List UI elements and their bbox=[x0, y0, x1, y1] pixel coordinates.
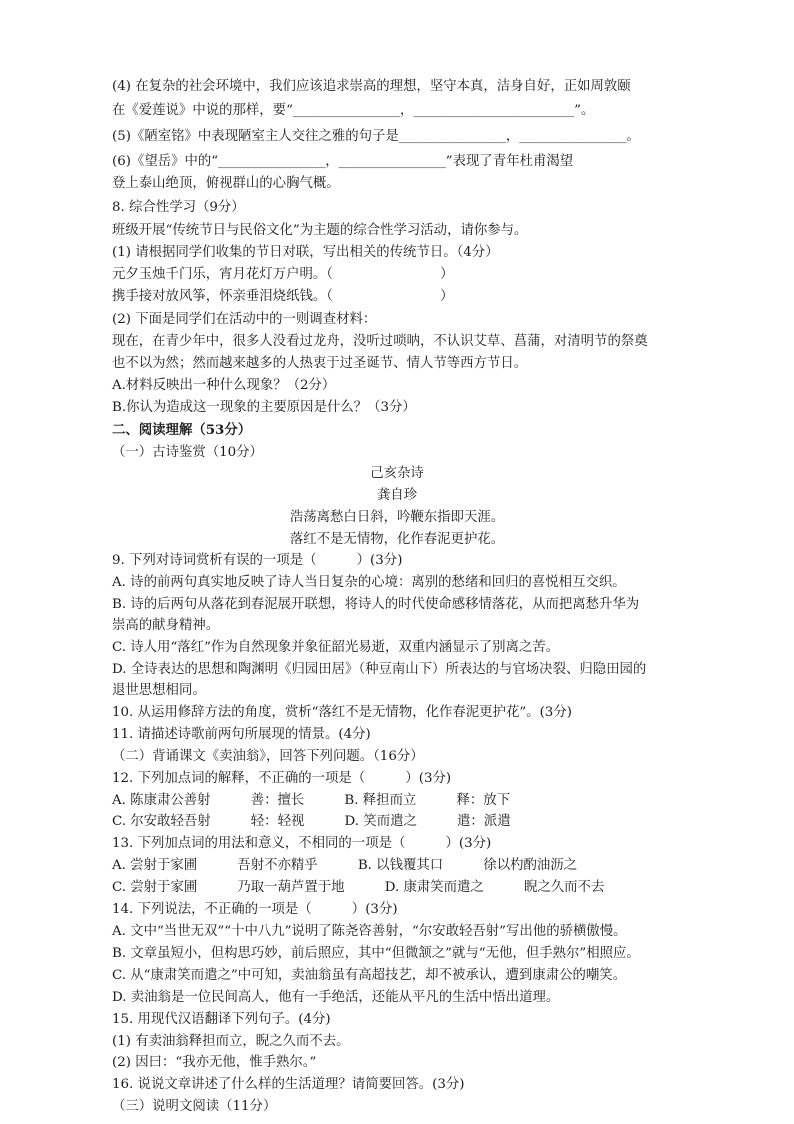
text-line: 元夕玉烛千门乐，宵月花灯万户明。（ ） bbox=[112, 267, 454, 282]
text-line: 班级开展“传统节日与民俗文化”为主题的综合性学习活动，请你参与。 bbox=[112, 223, 528, 238]
question: 13. 下列加点词的用法和意义，不相同的一项是（ ）(3分) bbox=[112, 836, 492, 851]
question: 14. 下列说法，不正确的一项是（ ）(3分) bbox=[112, 902, 398, 917]
text-line: (2) 因曰：“我亦无他，惟手熟尔。” bbox=[112, 1055, 317, 1070]
text-line: 崇高的献身精神。 bbox=[112, 618, 220, 633]
option: C. 诗人用“落红”作为自然现象并象征韶光易逝，双重内涵显示了别离之苦。 bbox=[112, 640, 560, 655]
section-heading: 8. 综合性学习（9分） bbox=[112, 200, 245, 215]
question: 10. 从运用修辞方法的角度，赏析“落红不是无情物，化作春泥更护花”。(3分) bbox=[112, 705, 572, 720]
option: C. 从“康肃笑而遣之”中可知，卖油翁虽有高超技艺，却不被承认，遭到康肃公的嘲笑。 bbox=[112, 968, 627, 983]
option: C. 尔安敢轻吾射 轻：轻视 D. 笑而遣之 遣：派遣 bbox=[112, 814, 511, 829]
text-line: 登上泰山绝顶，俯视群山的心胸气概。 bbox=[112, 176, 340, 191]
text-line: 携手接对放风筝，怀亲垂泪烧纸钱。（ ） bbox=[112, 289, 454, 304]
subsection-heading: （二）背诵课文《卖油翁》，回答下列问题。（16分） bbox=[112, 749, 424, 764]
text-line: (5)《陋室铭》中表现陋室主人交往之雅的句子是________________，________________。 bbox=[112, 129, 640, 144]
text-line: (6)《望岳》中的“________________，________________”表现了青年杜甫渴望 bbox=[112, 154, 574, 169]
option: D. 全诗表达的思想和陶渊明《归园田居》（种豆南山下）所表达的与官场决裂、归隐田园的 bbox=[112, 662, 647, 677]
text-line: A.材料反映出一种什么现象？（2分） bbox=[112, 378, 336, 393]
option: A. 陈康肃公善射 善：擅长 B. 释担而立 释：放下 bbox=[112, 793, 511, 808]
question: 12. 下列加点词的解释，不正确的一项是（ ）(3分) bbox=[112, 771, 452, 786]
option: B. 文章虽短小，但构思巧妙，前后照应，其中“但微颔之”就与“无他，但手熟尔”相照应。 bbox=[112, 946, 640, 961]
option: C. 尝射于家圃 乃取一葫芦置于地 D. 康肃笑而遣之 睨之久而不去 bbox=[112, 880, 605, 895]
poem-line: 落红不是无情物，化作春泥更护花。 bbox=[289, 532, 505, 547]
question: 15. 用现代汉语翻译下列句子。(4分) bbox=[112, 1012, 331, 1027]
text-line: 退世思想相同。 bbox=[112, 683, 206, 698]
section-heading: 二、阅读理解（53分） bbox=[112, 422, 252, 438]
text-line: 现在，在青少年中，很多人没看过龙舟，没听过唢呐，不认识艾草、菖蒲，对清明节的祭奠 bbox=[112, 334, 648, 349]
poem-line: 浩荡离愁白日斜，吟鞭东指即天涯。 bbox=[289, 510, 505, 525]
text-line: B.你认为造成这一现象的主要原因是什么？（3分） bbox=[112, 400, 416, 415]
poem-title: 己亥杂诗 bbox=[370, 466, 424, 481]
question: 16. 说说文章讲述了什么样的生活道理？请简要回答。(3分) bbox=[112, 1077, 465, 1092]
text-line: (1) 请根据同学们收集的节日对联，写出相关的传统节日。（4分） bbox=[112, 245, 499, 260]
text-line: (2) 下面是同学们在活动中的一则调查材料： bbox=[112, 312, 377, 327]
question: 11. 请描述诗歌前两句所展现的情景。(4分) bbox=[112, 727, 371, 742]
option: A. 尝射于家圃 吾射不亦精乎 B. 以钱覆其口 徐以杓酌油沥之 bbox=[112, 858, 578, 873]
question: 9. 下列对诗词赏析有误的一项是（ ）(3分) bbox=[112, 553, 403, 568]
poem-author: 龚自珍 bbox=[376, 488, 418, 503]
text-line: 也不以为然；然而越来越多的人热衷于过圣诞节、情人节等西方节日。 bbox=[112, 356, 528, 371]
text-line: (4) 在复杂的社会环境中，我们应该追求崇高的理想，坚守本真，洁身自好，正如周敦颐 bbox=[112, 79, 631, 94]
subsection-heading: （一）古诗鉴赏（10分） bbox=[112, 445, 263, 460]
option: D. 卖油翁是一位民间高人，他有一手绝活，还能从平凡的生活中悟出道理。 bbox=[112, 990, 560, 1005]
subsection-heading: （三）说明文阅读（11分） bbox=[112, 1099, 277, 1114]
option: B. 诗的后两句从落花到春泥展开联想，将诗人的时代使命感移情落花，从而把离愁升华为 bbox=[112, 597, 640, 612]
text-line: (1) 有卖油翁释担而立，睨之久而不去。 bbox=[112, 1034, 350, 1049]
option: A. 诗的前两句真实地反映了诗人当日复杂的心境：离别的愁绪和回归的喜悦相互交织。 bbox=[112, 575, 626, 590]
option: A. 文中“当世无双”“十中八九”说明了陈尧咨善射，“尔安敢轻吾射”写出他的骄横傲慢。 bbox=[112, 924, 627, 939]
text-line: 在《爱莲说》中说的那样，要“________________，________________________”。 bbox=[112, 103, 595, 118]
